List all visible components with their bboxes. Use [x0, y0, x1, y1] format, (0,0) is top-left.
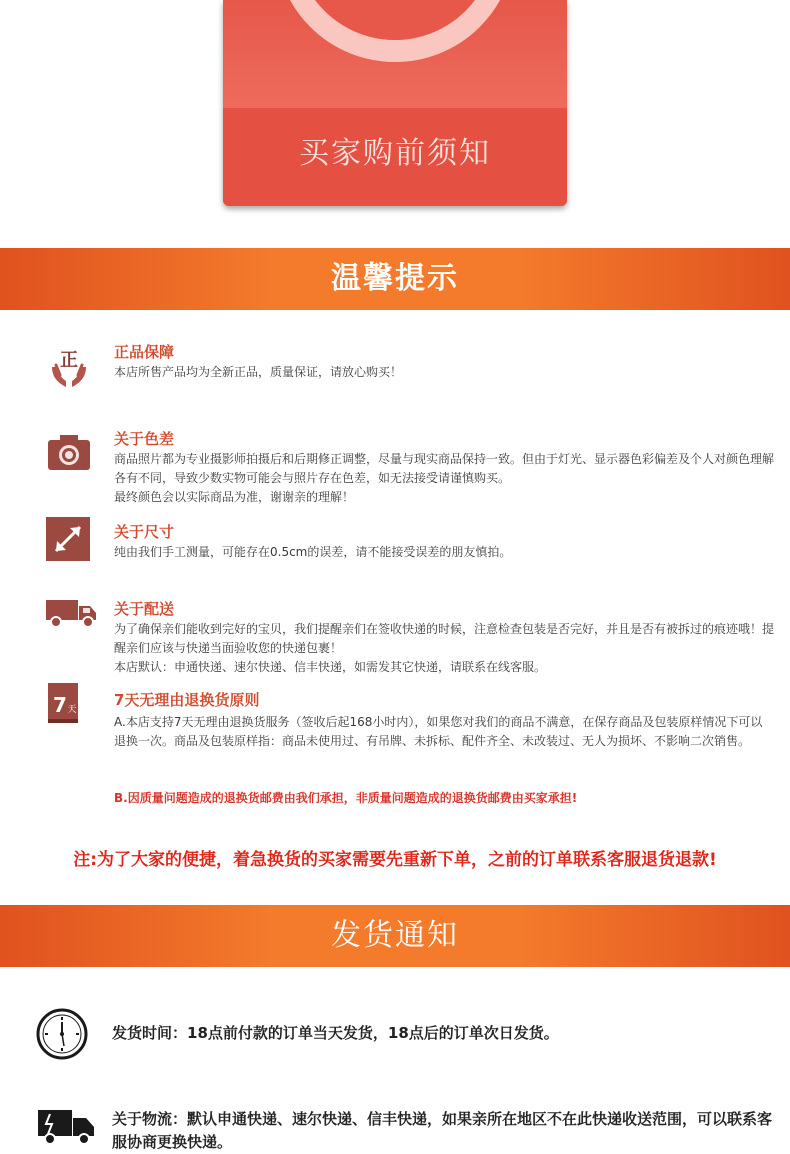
- seven-days-icon: [46, 683, 92, 729]
- tips-banner: 温馨提示: [0, 248, 790, 310]
- tip-title: 关于配送: [114, 600, 175, 618]
- seven-icon-unit: 天: [67, 705, 77, 715]
- truck-icon: [46, 598, 92, 644]
- card-upper: [223, 0, 567, 108]
- exchange-note: 注:为了大家的便捷，着急换货的买家需要先重新下单，之前的订单联系客服退货退款!: [73, 850, 717, 870]
- tip-title: 7天无理由退换货原则: [114, 691, 260, 709]
- tip-line: 最终颜色会以实际商品为准，谢谢亲的理解！: [114, 490, 355, 504]
- notice-card: [223, 0, 567, 206]
- tip-line: 本店所售产品均为全新正品，质量保证，请放心购买！: [114, 365, 403, 379]
- resize-arrow-icon: [46, 517, 92, 563]
- genuine-icon-label: 正: [60, 350, 78, 371]
- camera-icon: [46, 432, 92, 478]
- tip-body: [114, 450, 774, 507]
- clock-icon: [36, 1008, 88, 1064]
- return-shipping-note: B.因质量问题造成的退换货邮费由我们承担，非质量问题造成的退换货邮费由买家承担!: [114, 791, 578, 805]
- delivery-truck-icon: [36, 1108, 96, 1149]
- tip-body: [114, 543, 774, 562]
- shield-hands-icon: [46, 345, 92, 391]
- tip-title: 关于色差: [114, 430, 175, 448]
- tip-line: A.本店支持7天无理由退换货服务（签收后起168小时内），如果您对我们的商品不满意，在保存商品及包装原样情况下可以退换一次。商品及包装原样指：商品未使用过、有吊牌、未拆标、配件齐全、未改装过、无人为损坏、不影响二次销售。: [114, 715, 763, 748]
- card-title: 买家购前须知: [299, 136, 491, 171]
- tip-body: [114, 620, 774, 677]
- logistics-text: 关于物流：默认申通快递、速尔快递、信丰快递，如果亲所在地区不在此快递收送范围，可以联系客服协商更换快递。: [112, 1110, 773, 1151]
- tip-line: 本店默认：申通快递、速尔快递、信丰快递，如需发其它快递，请联系在线客服。: [114, 660, 547, 674]
- tip-body: [114, 713, 774, 751]
- tip-line: 纯由我们手工测量，可能存在0.5cm的误差，请不能接受误差的朋友慎拍。: [114, 545, 512, 559]
- seven-icon-number: 7: [53, 693, 67, 717]
- shipping-banner: 发货通知: [0, 905, 790, 967]
- tip-line: 商品照片都为专业摄影师拍摄后和后期修正调整，尽量与现实商品保持一致。但由于灯光、显示器色彩偏差及个人对颜色理解各有不同，导致少数实物可能会与照片存在色差，如无法接受请谨慎购买。: [114, 452, 775, 485]
- shipping-time-text: 发货时间：18点前付款的订单当天发货，18点后的订单次日发货。: [112, 1024, 559, 1042]
- tip-line: 为了确保亲们能收到完好的宝贝，我们提醒亲们在签收快递的时候，注意检查包装是否完好，并且是否有被拆过的痕迹哦！提醒亲们应该与快递当面验收您的快递包裹！: [114, 622, 775, 655]
- tip-body: [114, 363, 774, 382]
- tip-title: 关于尺寸: [114, 523, 175, 541]
- tip-title: 正品保障: [114, 343, 175, 361]
